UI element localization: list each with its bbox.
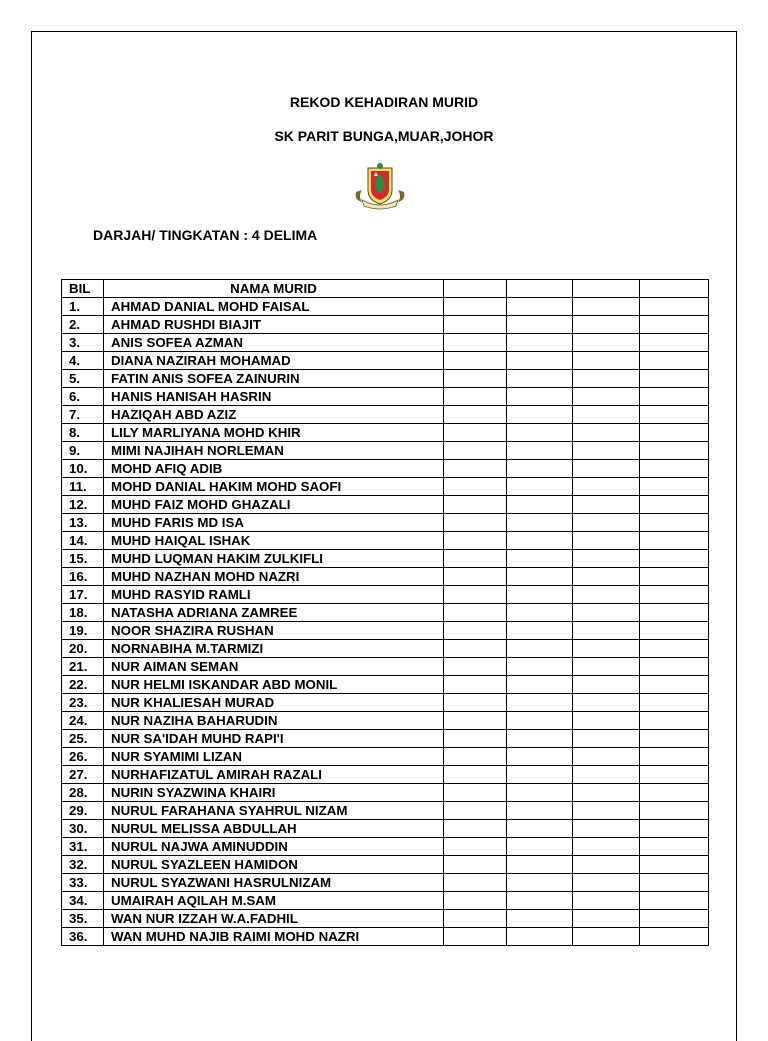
attendance-cell[interactable] (573, 694, 640, 712)
attendance-cell[interactable] (507, 658, 573, 676)
student-name: WAN MUHD NAJIB RAIMI MOHD NAZRI (104, 928, 444, 946)
row-number: 13. (62, 514, 104, 532)
attendance-cell[interactable] (444, 712, 507, 730)
attendance-cell[interactable] (444, 730, 507, 748)
attendance-cell[interactable] (507, 730, 573, 748)
row-number: 34. (62, 892, 104, 910)
student-name: WAN NUR IZZAH W.A.FADHIL (104, 910, 444, 928)
row-number: 3. (62, 334, 104, 352)
attendance-cell[interactable] (640, 874, 709, 892)
attendance-cell[interactable] (507, 388, 573, 406)
attendance-cell[interactable] (573, 892, 640, 910)
row-number: 9. (62, 442, 104, 460)
attendance-cell[interactable] (507, 640, 573, 658)
attendance-cell[interactable] (444, 568, 507, 586)
attendance-cell[interactable] (444, 910, 507, 928)
row-number: 21. (62, 658, 104, 676)
student-name: MIMI NAJIHAH NORLEMAN (104, 442, 444, 460)
attendance-cell[interactable] (444, 352, 507, 370)
attendance-cell[interactable] (573, 640, 640, 658)
attendance-cell[interactable] (444, 658, 507, 676)
row-number: 22. (62, 676, 104, 694)
table-row (62, 388, 709, 406)
student-name: NURUL SYAZLEEN HAMIDON (104, 856, 444, 874)
attendance-cell[interactable] (640, 712, 709, 730)
student-name: MUHD FARIS MD ISA (104, 514, 444, 532)
attendance-cell[interactable] (573, 460, 640, 478)
attendance-cell[interactable] (573, 658, 640, 676)
attendance-cell[interactable] (444, 586, 507, 604)
attendance-cell[interactable] (507, 406, 573, 424)
attendance-header-cell (640, 280, 709, 298)
attendance-cell[interactable] (640, 910, 709, 928)
attendance-cell[interactable] (573, 496, 640, 514)
table-row (62, 568, 709, 586)
attendance-cell[interactable] (507, 478, 573, 496)
table-row (62, 352, 709, 370)
attendance-cell[interactable] (573, 766, 640, 784)
attendance-cell[interactable] (444, 838, 507, 856)
attendance-cell[interactable] (640, 856, 709, 874)
student-name: MOHD DANIAL HAKIM MOHD SAOFI (104, 478, 444, 496)
attendance-cell[interactable] (640, 892, 709, 910)
attendance-cell[interactable] (444, 784, 507, 802)
student-name: NURUL FARAHANA SYAHRUL NIZAM (104, 802, 444, 820)
row-number: 35. (62, 910, 104, 928)
attendance-cell[interactable] (444, 334, 507, 352)
attendance-cell[interactable] (640, 550, 709, 568)
row-number: 14. (62, 532, 104, 550)
attendance-cell[interactable] (507, 550, 573, 568)
attendance-cell[interactable] (640, 478, 709, 496)
attendance-cell[interactable] (444, 298, 507, 316)
attendance-cell[interactable] (507, 838, 573, 856)
attendance-cell[interactable] (507, 514, 573, 532)
attendance-cell[interactable] (573, 604, 640, 622)
student-name: FATIN ANIS SOFEA ZAINURIN (104, 370, 444, 388)
student-name: HANIS HANISAH HASRIN (104, 388, 444, 406)
attendance-cell[interactable] (444, 460, 507, 478)
header-bil: BIL (62, 280, 104, 298)
table-row (62, 316, 709, 334)
student-name: NURUL NAJWA AMINUDDIN (104, 838, 444, 856)
header-name: NAMA MURID (104, 280, 444, 298)
attendance-cell[interactable] (507, 298, 573, 316)
student-name: NORNABIHA M.TARMIZI (104, 640, 444, 658)
school-crest-icon (352, 162, 408, 212)
row-number: 2. (62, 316, 104, 334)
attendance-cell[interactable] (444, 604, 507, 622)
attendance-cell[interactable] (444, 442, 507, 460)
attendance-cell[interactable] (573, 316, 640, 334)
attendance-cell[interactable] (507, 460, 573, 478)
document-title: REKOD KEHADIRAN MURID (289, 94, 479, 110)
attendance-cell[interactable] (640, 784, 709, 802)
attendance-cell[interactable] (444, 820, 507, 838)
table-row (62, 406, 709, 424)
table-row (62, 928, 709, 946)
attendance-cell[interactable] (640, 766, 709, 784)
attendance-cell[interactable] (573, 856, 640, 874)
student-name: AHMAD DANIAL MOHD FAISAL (104, 298, 444, 316)
attendance-cell[interactable] (640, 334, 709, 352)
student-name: NUR AIMAN SEMAN (104, 658, 444, 676)
row-number: 33. (62, 874, 104, 892)
attendance-cell[interactable] (507, 532, 573, 550)
row-number: 15. (62, 550, 104, 568)
student-name: NOOR SHAZIRA RUSHAN (104, 622, 444, 640)
attendance-cell[interactable] (573, 712, 640, 730)
attendance-cell[interactable] (507, 496, 573, 514)
table-row (62, 766, 709, 784)
table-row (62, 532, 709, 550)
attendance-cell[interactable] (573, 406, 640, 424)
attendance-cell[interactable] (640, 748, 709, 766)
attendance-cell[interactable] (640, 604, 709, 622)
attendance-cell[interactable] (573, 478, 640, 496)
attendance-cell[interactable] (507, 910, 573, 928)
attendance-cell[interactable] (444, 640, 507, 658)
student-name: NUR SA'IDAH MUHD RAPI'I (104, 730, 444, 748)
row-number: 6. (62, 388, 104, 406)
row-number: 36. (62, 928, 104, 946)
attendance-cell[interactable] (444, 766, 507, 784)
attendance-cell[interactable] (507, 766, 573, 784)
attendance-cell[interactable] (507, 928, 573, 946)
student-name: MUHD NAZHAN MOHD NAZRI (104, 568, 444, 586)
row-number: 25. (62, 730, 104, 748)
row-number: 31. (62, 838, 104, 856)
row-number: 30. (62, 820, 104, 838)
attendance-table (61, 279, 709, 946)
attendance-cell[interactable] (444, 748, 507, 766)
attendance-cell[interactable] (444, 388, 507, 406)
attendance-cell[interactable] (640, 568, 709, 586)
attendance-cell[interactable] (444, 694, 507, 712)
attendance-cell[interactable] (573, 532, 640, 550)
attendance-cell[interactable] (444, 514, 507, 532)
table-row (62, 874, 709, 892)
attendance-cell[interactable] (507, 586, 573, 604)
attendance-cell[interactable] (640, 352, 709, 370)
table-row (62, 370, 709, 388)
attendance-cell[interactable] (640, 298, 709, 316)
attendance-cell[interactable] (640, 838, 709, 856)
table-row (62, 748, 709, 766)
student-name: MUHD FAIZ MOHD GHAZALI (104, 496, 444, 514)
attendance-cell[interactable] (507, 370, 573, 388)
attendance-cell[interactable] (444, 802, 507, 820)
attendance-cell[interactable] (573, 550, 640, 568)
table-row (62, 910, 709, 928)
table-row (62, 838, 709, 856)
student-name: NURUL MELISSA ABDULLAH (104, 820, 444, 838)
student-name: NUR HELMI ISKANDAR ABD MONIL (104, 676, 444, 694)
attendance-cell[interactable] (444, 532, 507, 550)
attendance-cell[interactable] (573, 676, 640, 694)
attendance-cell[interactable] (573, 568, 640, 586)
table-row (62, 784, 709, 802)
student-name: UMAIRAH AQILAH M.SAM (104, 892, 444, 910)
attendance-cell[interactable] (640, 388, 709, 406)
student-name: NUR NAZIHA BAHARUDIN (104, 712, 444, 730)
attendance-cell[interactable] (507, 622, 573, 640)
attendance-cell[interactable] (640, 730, 709, 748)
attendance-cell[interactable] (640, 496, 709, 514)
student-name: DIANA NAZIRAH MOHAMAD (104, 352, 444, 370)
attendance-cell[interactable] (444, 874, 507, 892)
attendance-cell[interactable] (573, 514, 640, 532)
attendance-cell[interactable] (640, 640, 709, 658)
table-row (62, 496, 709, 514)
attendance-cell[interactable] (507, 352, 573, 370)
attendance-cell[interactable] (507, 334, 573, 352)
row-number: 16. (62, 568, 104, 586)
attendance-cell[interactable] (507, 604, 573, 622)
table-row (62, 478, 709, 496)
row-number: 19. (62, 622, 104, 640)
attendance-cell[interactable] (573, 820, 640, 838)
attendance-cell[interactable] (444, 370, 507, 388)
row-number: 7. (62, 406, 104, 424)
table-row (62, 892, 709, 910)
attendance-cell[interactable] (507, 568, 573, 586)
table-row (62, 676, 709, 694)
attendance-cell[interactable] (640, 316, 709, 334)
student-name: MUHD LUQMAN HAKIM ZULKIFLI (104, 550, 444, 568)
attendance-cell[interactable] (573, 838, 640, 856)
attendance-cell[interactable] (640, 514, 709, 532)
row-number: 1. (62, 298, 104, 316)
table-row (62, 820, 709, 838)
attendance-cell[interactable] (573, 352, 640, 370)
attendance-cell[interactable] (444, 316, 507, 334)
attendance-cell[interactable] (573, 874, 640, 892)
row-number: 24. (62, 712, 104, 730)
row-number: 10. (62, 460, 104, 478)
attendance-cell[interactable] (507, 748, 573, 766)
attendance-cell[interactable] (573, 730, 640, 748)
attendance-cell[interactable] (573, 802, 640, 820)
attendance-cell[interactable] (640, 694, 709, 712)
school-name: SK PARIT BUNGA,MUAR,JOHOR (274, 128, 494, 144)
attendance-cell[interactable] (507, 874, 573, 892)
attendance-cell[interactable] (573, 586, 640, 604)
student-name: MUHD HAIQAL ISHAK (104, 532, 444, 550)
attendance-cell[interactable] (640, 442, 709, 460)
attendance-header-cell (507, 280, 573, 298)
table-row (62, 622, 709, 640)
attendance-cell[interactable] (507, 694, 573, 712)
row-number: 20. (62, 640, 104, 658)
row-number: 28. (62, 784, 104, 802)
attendance-cell[interactable] (640, 424, 709, 442)
student-name: NURIN SYAZWINA KHAIRI (104, 784, 444, 802)
attendance-cell[interactable] (507, 856, 573, 874)
attendance-cell[interactable] (573, 928, 640, 946)
attendance-cell[interactable] (640, 586, 709, 604)
attendance-cell[interactable] (444, 928, 507, 946)
attendance-cell[interactable] (640, 370, 709, 388)
attendance-cell[interactable] (573, 388, 640, 406)
student-name: NATASHA ADRIANA ZAMREE (104, 604, 444, 622)
attendance-cell[interactable] (444, 406, 507, 424)
attendance-cell[interactable] (640, 928, 709, 946)
attendance-cell[interactable] (573, 748, 640, 766)
table-row (62, 334, 709, 352)
table-row (62, 460, 709, 478)
row-number: 18. (62, 604, 104, 622)
table-row (62, 442, 709, 460)
attendance-cell[interactable] (507, 316, 573, 334)
row-number: 27. (62, 766, 104, 784)
attendance-cell[interactable] (573, 370, 640, 388)
table-row (62, 514, 709, 532)
attendance-cell[interactable] (640, 622, 709, 640)
attendance-cell[interactable] (507, 820, 573, 838)
row-number: 12. (62, 496, 104, 514)
student-name: ANIS SOFEA AZMAN (104, 334, 444, 352)
attendance-cell[interactable] (507, 802, 573, 820)
student-name: NURUL SYAZWANI HASRULNIZAM (104, 874, 444, 892)
row-number: 4. (62, 352, 104, 370)
attendance-cell[interactable] (573, 622, 640, 640)
row-number: 5. (62, 370, 104, 388)
attendance-cell[interactable] (573, 298, 640, 316)
attendance-cell[interactable] (640, 658, 709, 676)
attendance-cell[interactable] (640, 406, 709, 424)
student-name: MOHD AFIQ ADIB (104, 460, 444, 478)
table-header-row (62, 280, 709, 298)
attendance-cell[interactable] (507, 892, 573, 910)
table-row (62, 550, 709, 568)
attendance-cell[interactable] (573, 442, 640, 460)
row-number: 32. (62, 856, 104, 874)
table-row (62, 856, 709, 874)
table-row (62, 730, 709, 748)
table-row (62, 298, 709, 316)
attendance-cell[interactable] (640, 460, 709, 478)
attendance-cell[interactable] (444, 676, 507, 694)
attendance-cell[interactable] (444, 856, 507, 874)
student-name: HAZIQAH ABD AZIZ (104, 406, 444, 424)
attendance-cell[interactable] (573, 910, 640, 928)
attendance-cell[interactable] (507, 424, 573, 442)
attendance-header-cell (573, 280, 640, 298)
table-row (62, 712, 709, 730)
table-row (62, 640, 709, 658)
student-name: NUR SYAMIMI LIZAN (104, 748, 444, 766)
row-number: 17. (62, 586, 104, 604)
attendance-cell[interactable] (640, 532, 709, 550)
attendance-cell[interactable] (507, 442, 573, 460)
row-number: 8. (62, 424, 104, 442)
row-number: 23. (62, 694, 104, 712)
attendance-cell[interactable] (444, 478, 507, 496)
attendance-cell[interactable] (444, 892, 507, 910)
attendance-header-cell (444, 280, 507, 298)
student-name: LILY MARLIYANA MOHD KHIR (104, 424, 444, 442)
attendance-cell[interactable] (507, 676, 573, 694)
row-number: 26. (62, 748, 104, 766)
attendance-cell[interactable] (640, 820, 709, 838)
student-name: MUHD RASYID RAMLI (104, 586, 444, 604)
attendance-cell[interactable] (573, 424, 640, 442)
table-row (62, 802, 709, 820)
student-name: AHMAD RUSHDI BIAJIT (104, 316, 444, 334)
attendance-cell[interactable] (507, 784, 573, 802)
attendance-cell[interactable] (640, 802, 709, 820)
table-row (62, 424, 709, 442)
student-name: NUR KHALIESAH MURAD (104, 694, 444, 712)
attendance-cell[interactable] (640, 676, 709, 694)
attendance-cell[interactable] (444, 550, 507, 568)
row-number: 11. (62, 478, 104, 496)
attendance-cell[interactable] (444, 622, 507, 640)
table-row (62, 586, 709, 604)
table-row (62, 604, 709, 622)
attendance-cell[interactable] (507, 712, 573, 730)
row-number: 29. (62, 802, 104, 820)
attendance-cell[interactable] (573, 334, 640, 352)
table-row (62, 658, 709, 676)
table-row (62, 694, 709, 712)
attendance-cell[interactable] (444, 424, 507, 442)
student-name: NURHAFIZATUL AMIRAH RAZALI (104, 766, 444, 784)
attendance-cell[interactable] (573, 784, 640, 802)
class-label: DARJAH/ TINGKATAN : 4 DELIMA (93, 227, 318, 243)
attendance-cell[interactable] (444, 496, 507, 514)
